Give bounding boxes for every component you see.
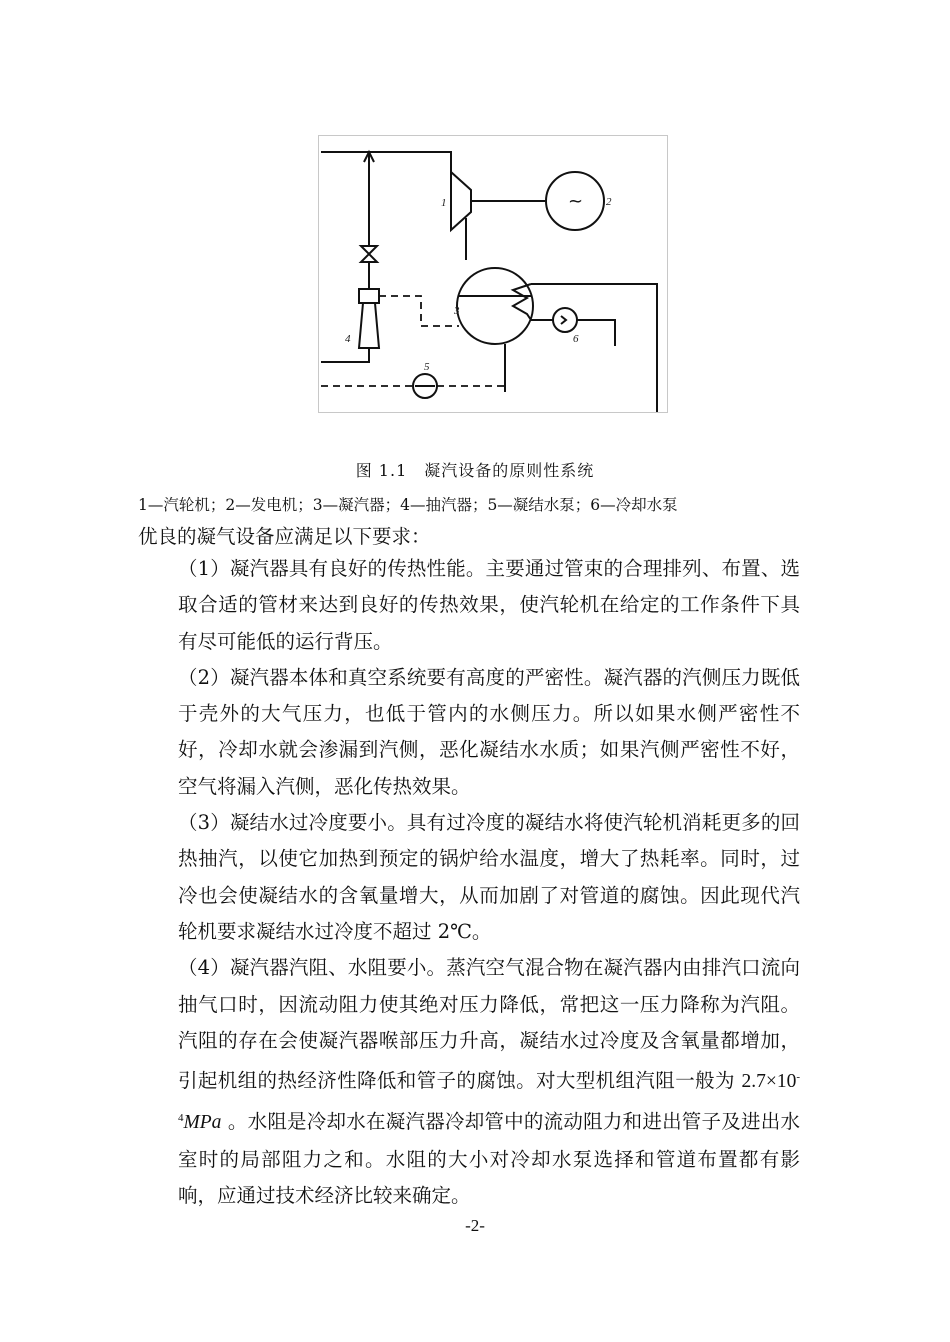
formula-base: 2.7×10 [741,1071,797,1093]
ejector-body [359,303,379,348]
formula-unit: MPa [183,1112,222,1134]
label-6: 6 [573,333,579,345]
condenser-system-diagram [318,135,668,413]
valve [361,246,377,262]
figure-legend: 1—汽轮机；2—发电机；3—凝汽器；4—抽汽器；5—凝结水泵；6—冷却水泵 [138,496,678,514]
condenser [457,268,533,344]
steam-line [321,152,451,180]
requirement-paragraph-4 [178,950,800,1214]
requirement-paragraph: （3）凝结水过冷度要小。具有过冷度的凝结水将使汽轮机消耗更多的回热抽汽，以使它加热到预定的锅炉给水温度，增大了热耗率。同时，过冷也会使凝结水的含氧量增大，从而加剧了对管道的腐蚀。因此现代汽轮机要求凝结水过冷度不超过 2℃。 [178,811,800,943]
para4-text-before: （4）凝汽器汽阻、水阻要小。蒸汽空气混合物在凝汽器内由排汽口流向抽气口时，因流动阻力使其绝对压力降低，常把这一压力降称为汽阻。汽阻的存在会使凝汽器喉部压力升高，凝结水过冷度及含氧量都增加，引起机组的热经济性降低和管子的腐蚀。对大型机组汽阻一般为 [178,956,800,1093]
ejector-head [359,289,379,303]
label-5: 5 [424,361,430,373]
label-3: 3 [454,305,460,317]
label-2: 2 [606,196,612,208]
diagram-svg [319,136,667,412]
ejector-drain [321,348,369,362]
requirement-paragraph: （1）凝汽器具有良好的传热性能。主要通过管束的合理排列、布置、选取合适的管材来达到良好的传热效果，使汽轮机在给定的工作条件下具有尽可能低的运行背压。 [178,557,800,653]
label-4: 4 [345,333,351,345]
requirements-list [178,551,800,1214]
turbine [451,172,471,230]
intro-sentence: 优良的凝气设备应满足以下要求： [138,525,431,548]
para4-text-after: 。水阻是冷却水在凝汽器冷却管中的流动阻力和进出管子及进出水室时的局部阻力之和。水阻的大小对冷却水泵选择和管道布置都有影响，应通过技术经济比较来确定。 [178,1110,800,1208]
air-extraction-line [379,296,459,326]
formula-exponent: -4 [178,1071,800,1125]
pump-6-arrow [561,316,566,324]
requirement-paragraph: （2）凝汽器本体和真空系统要有高度的严密性。凝汽器的汽侧压力既低于壳外的大气压力，也低于管内的水侧压力。所以如果水侧严密性不好，冷却水就会渗漏到汽侧，恶化凝结水水质；如果汽侧严密性不好，空气将漏入汽侧，恶化传热效果。 [178,665,800,798]
cooling-water-outlet [531,284,657,412]
cooling-pump-line [577,320,615,346]
page-number: -2- [465,1216,485,1235]
figure-caption: 图 1.1 凝汽设备的原则性系统 [355,461,595,480]
generator-symbol: ~ [568,191,584,212]
label-1: 1 [441,197,447,209]
